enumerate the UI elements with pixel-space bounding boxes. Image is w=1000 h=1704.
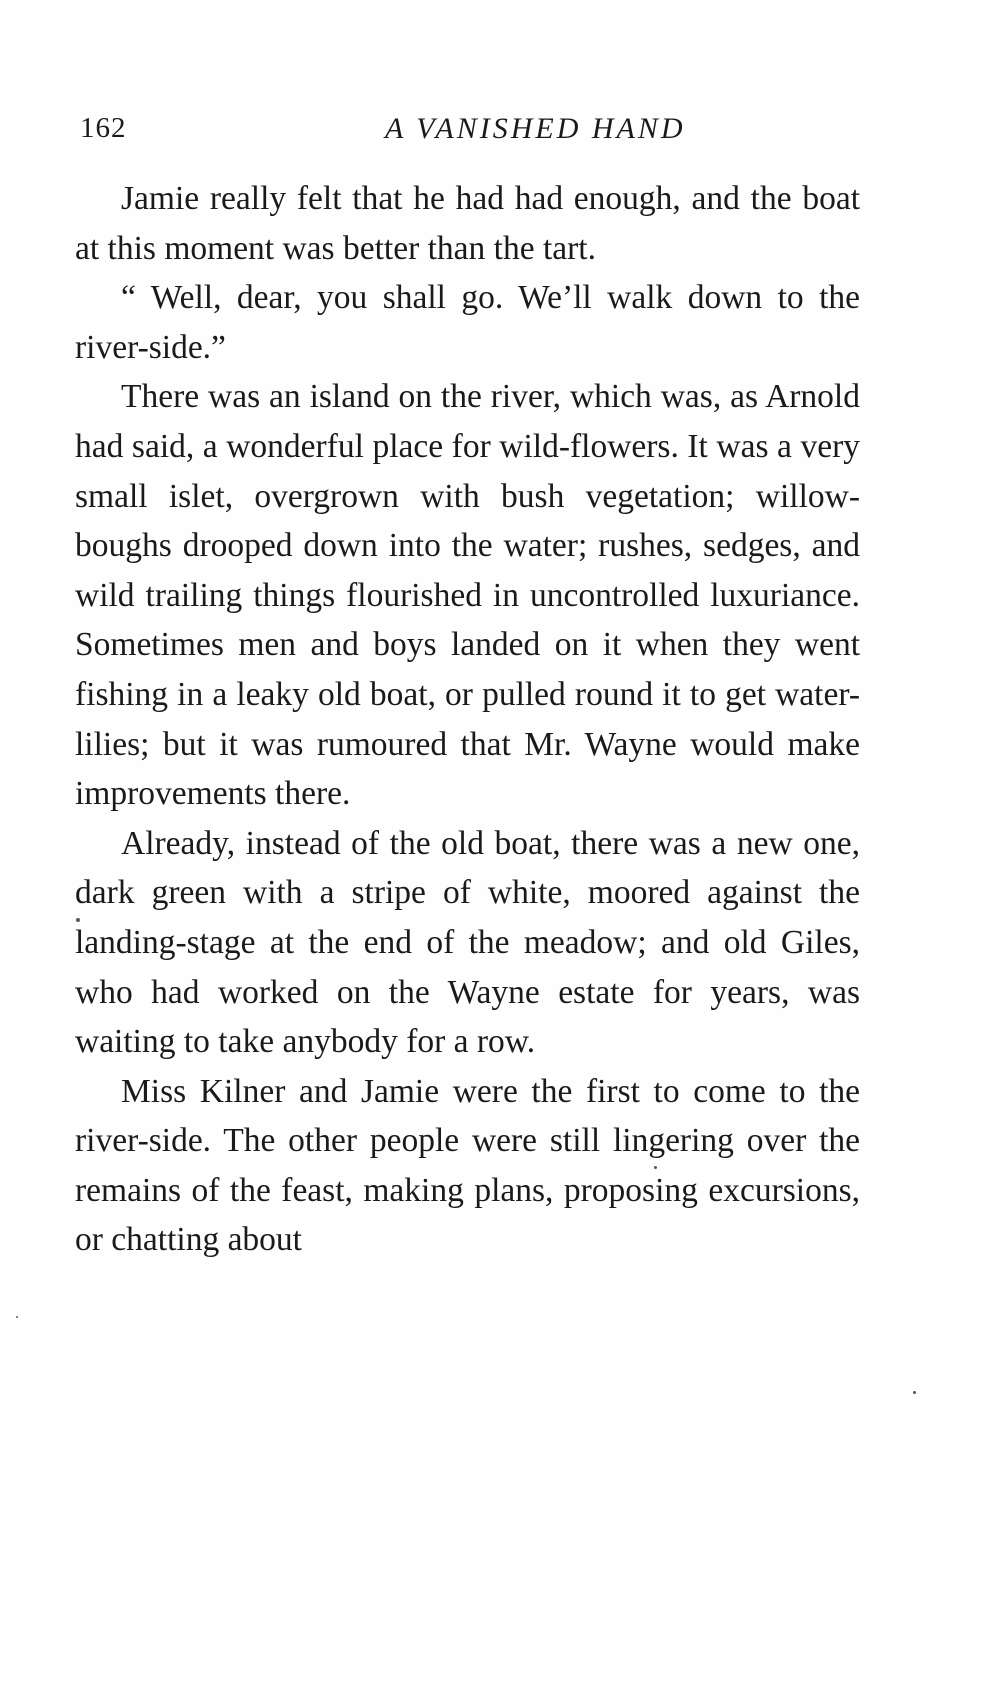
body-text <box>75 174 860 1265</box>
running-head <box>80 112 860 152</box>
paragraph-2: “ Well, dear, you shall go. We’ll walk down to the river-side.” <box>75 279 860 366</box>
page-number: 162 <box>80 112 127 144</box>
paragraph-4: Already, instead of the old boat, there was a new one, dark green with a stripe of white, moored against the landing-stage at the end of the meadow; and old Giles, who had worked on the Wayne estate for years, was waiting to take anybody for a row. <box>75 824 860 1061</box>
paragraph-1: Jamie really felt that he had had enough, and the boat at this moment was better than the tart. <box>75 180 860 267</box>
scan-speck <box>913 1391 916 1394</box>
scan-speck <box>76 918 80 922</box>
paragraph-3: There was an island on the river, which was, as Arnold had said, a wonderful place for wild-flowers. It was a very small islet, overgrown with bush vegetation; willow-boughs drooped down into the water; rushes, sedges, and wild trailing things flourished in uncontrolled luxuriance. Sometimes men and boys landed on it when they went fishing in a leaky old boat, or pulled round it to get water-lilies; but it was rumoured that Mr. Wayne would make improvements there. <box>75 378 860 813</box>
running-title: A VANISHED HAND <box>385 112 686 145</box>
paragraph-5: Miss Kilner and Jamie were the first to come to the river-side. The other people were still lingering over the remains of the feast, making plans, proposing excursions, or chatting about <box>75 1072 860 1259</box>
scan-speck <box>16 1316 18 1318</box>
scan-speck <box>654 1166 657 1169</box>
